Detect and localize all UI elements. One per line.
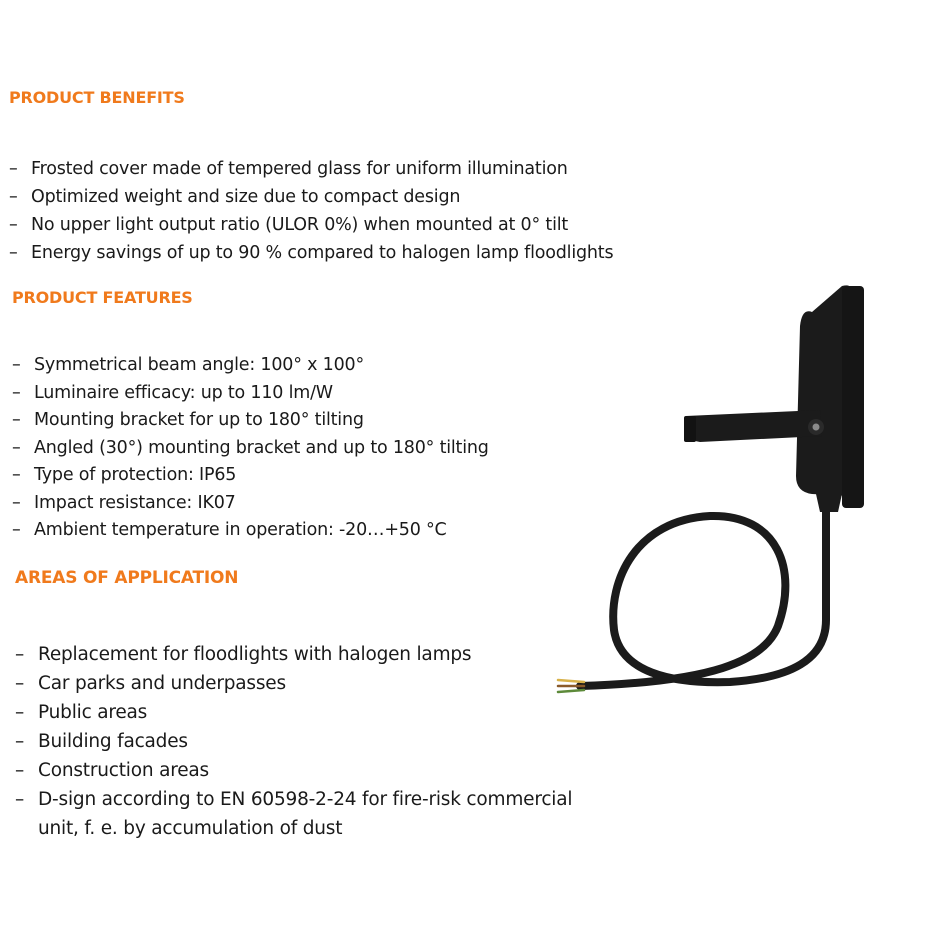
areas-heading: AREAS OF APPLICATION (15, 568, 239, 588)
features-list (12, 353, 489, 546)
list-item: – Type of protection: IP65 (12, 463, 489, 491)
list-item: – Building facades (15, 727, 615, 756)
list-item: – No upper light output ratio (ULOR 0%) when mounted at 0° tilt (9, 213, 613, 241)
floodlight-image (550, 280, 890, 710)
list-item: – Public areas (15, 698, 615, 727)
benefits-list (9, 157, 613, 269)
cable-icon (580, 508, 826, 686)
list-item: – Impact resistance: IK07 (12, 491, 489, 519)
list-item: – Angled (30°) mounting bracket and up to 180° tilting (12, 436, 489, 464)
list-item: – Luminaire efficacy: up to 110 lm/W (12, 381, 489, 409)
list-item: – Car parks and underpasses (15, 669, 615, 698)
list-item: – Ambient temperature in operation: -20…+50 °C (12, 518, 489, 546)
areas-list (15, 640, 615, 843)
list-item: – Frosted cover made of tempered glass for uniform illumination (9, 157, 613, 185)
floodlight-icon (684, 285, 864, 512)
list-item: – Replacement for floodlights with halogen lamps (15, 640, 615, 669)
list-item: – Optimized weight and size due to compact design (9, 185, 613, 213)
benefits-heading: PRODUCT BENEFITS (9, 88, 185, 107)
list-item: – Energy savings of up to 90 % compared to halogen lamp floodlights (9, 241, 613, 269)
wire-ends-icon (558, 680, 584, 692)
list-item: – Construction areas (15, 756, 615, 785)
list-item: – D-sign according to EN 60598-2-24 for fire-risk commercial unit, f. e. by accumulation of dust (15, 785, 615, 843)
features-heading: PRODUCT FEATURES (12, 288, 193, 307)
list-item: – Mounting bracket for up to 180° tilting (12, 408, 489, 436)
list-item: – Symmetrical beam angle: 100° x 100° (12, 353, 489, 381)
